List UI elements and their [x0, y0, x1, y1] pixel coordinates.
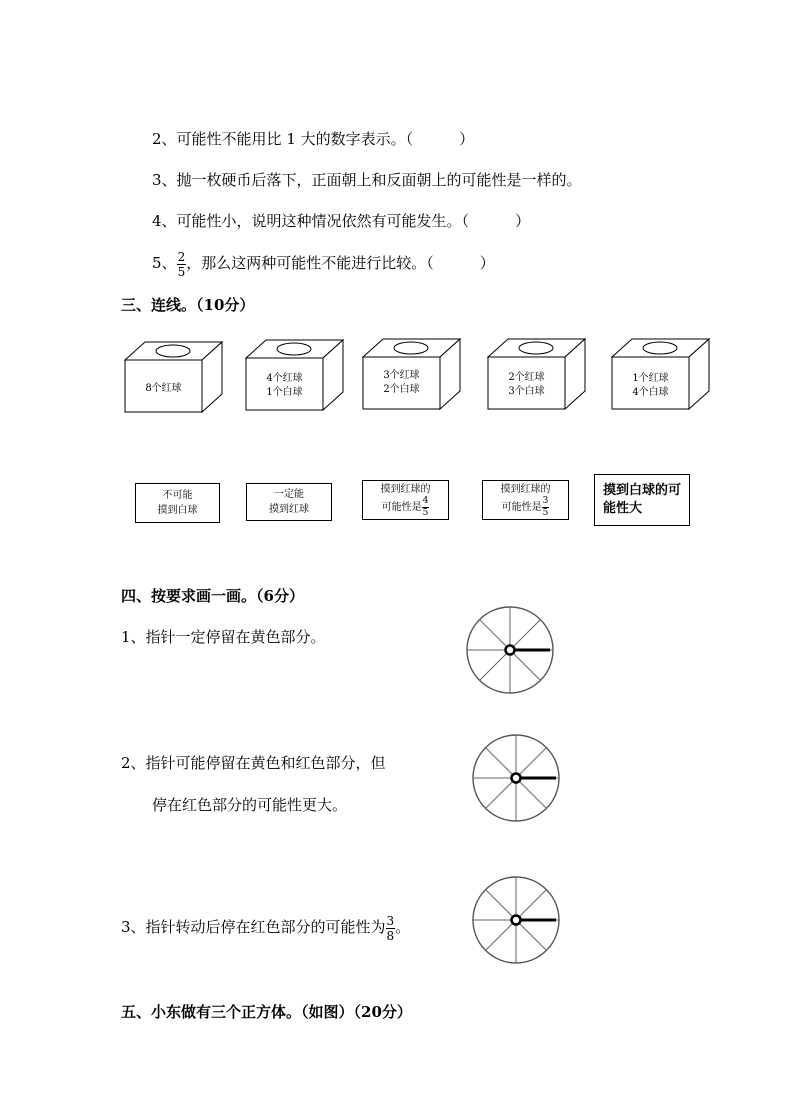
box-3-frac-num: 4 [422, 496, 429, 506]
box-2-line1: 一定能 [274, 489, 304, 500]
draw-item-2-line2: 停在红色部分的可能性更大。 [152, 796, 348, 814]
draw-item-2-line1: 2、指针可能停留在黄色和红色部分，但 [121, 754, 386, 772]
spinner-hub [506, 646, 515, 655]
cube-hole [394, 342, 428, 354]
spinner-hub [512, 774, 521, 783]
question-4-text: 、可能性小，说明这种情况依然有可能发生。（ [161, 212, 470, 230]
box-4-line2 [502, 497, 550, 518]
cube-hole [519, 342, 553, 354]
box-4-frac-num: 3 [542, 496, 549, 506]
box-3-line2 [382, 497, 430, 518]
cube-4-label [488, 371, 565, 399]
question-5-number: 5 [152, 254, 162, 272]
cube-1 [125, 342, 222, 412]
box-4-frac-den: 5 [542, 508, 549, 518]
box-4-line2-text: 可能性是 [501, 502, 542, 513]
box-5-line1: 摸到白球的可 [603, 483, 682, 498]
cube-hole [277, 343, 311, 355]
cube-hole [643, 342, 677, 354]
cube-2-label [246, 372, 323, 400]
cube-2-line1: 4个红球 [266, 373, 303, 384]
draw-item-3-frac-den: 8 [386, 928, 395, 943]
question-2-text: 、可能性不能用比 1 大的数字表示。（ [161, 130, 414, 148]
draw-item-3-frac-num: 3 [386, 913, 395, 928]
cube-4-line2: 3个白球 [508, 386, 545, 397]
spinner-3[interactable] [466, 870, 566, 970]
question-2-close: ） [459, 130, 475, 148]
box-4-line1: 摸到红球的 [500, 484, 551, 495]
question-3-number: 3 [152, 171, 162, 189]
cube-3-label [363, 369, 440, 397]
box-2-line2: 摸到红球 [269, 504, 309, 515]
question-5-fraction [177, 251, 187, 278]
draw-item-3-end: 。 [395, 918, 411, 936]
box-5-line2: 能性大 [603, 501, 643, 516]
question-5-sep: 、 [161, 254, 177, 272]
box-3-line2-text: 可能性是 [381, 502, 422, 513]
draw-item-3-text: 3、指针转动后停在红色部分的可能性为 [121, 918, 386, 936]
box-1-line1: 不可能 [162, 490, 193, 501]
spinner-hub [512, 916, 521, 925]
question-2-number: 2 [152, 130, 162, 148]
question-4-close: ） [515, 212, 531, 230]
draw-item-3 [121, 907, 410, 947]
cube-hole [156, 345, 190, 357]
question-3 [152, 170, 582, 190]
question-3-text: 、抛一枚硬币后落下，正面朝上和反面朝上的可能性是一样的。 [161, 171, 582, 189]
question-5 [152, 243, 495, 283]
box-3-frac-den: 5 [422, 508, 429, 518]
cube-2-line2: 1个白球 [266, 387, 303, 398]
section-5-title: 五、小东做有三个正方体。（如图）（20分） [121, 1003, 412, 1021]
cube-5-line2: 4个白球 [632, 387, 669, 398]
box-1[interactable] [135, 483, 220, 523]
cube-5-line1: 1个红球 [632, 373, 669, 384]
section-3-title: 三、连线。（10分） [121, 296, 255, 314]
box-3[interactable] [362, 480, 449, 520]
spinner-1[interactable] [460, 600, 560, 700]
cube-4-line1: 2个红球 [508, 372, 545, 383]
box-2[interactable] [246, 483, 332, 521]
cube-3-line1: 3个红球 [383, 370, 420, 381]
question-4 [152, 211, 530, 231]
question-5-text: ，那么这两种可能性不能进行比较。（ [186, 254, 434, 272]
box-3-fraction [422, 497, 430, 518]
cube-5-label [612, 372, 689, 400]
box-4[interactable] [482, 480, 569, 520]
draw-item-3-fraction [386, 915, 396, 942]
fraction-numerator: 2 [177, 249, 186, 264]
section-4-title: 四、按要求画一画。（6分） [121, 587, 304, 605]
box-1-line2: 摸到白球 [157, 505, 198, 516]
box-3-line1: 摸到红球的 [380, 484, 431, 495]
cube-1-label [125, 382, 202, 396]
box-4-fraction [542, 497, 550, 518]
cube-3-line2: 2个白球 [383, 384, 420, 395]
draw-item-1: 1、指针一定停留在黄色部分。 [121, 628, 326, 646]
question-2 [152, 129, 474, 149]
question-4-number: 4 [152, 212, 162, 230]
spinner-2[interactable] [466, 728, 566, 828]
cube-1-line1: 8个红球 [145, 383, 182, 394]
fraction-denominator: 5 [177, 264, 186, 279]
box-5[interactable] [594, 474, 690, 526]
question-5-close: ） [479, 254, 495, 272]
